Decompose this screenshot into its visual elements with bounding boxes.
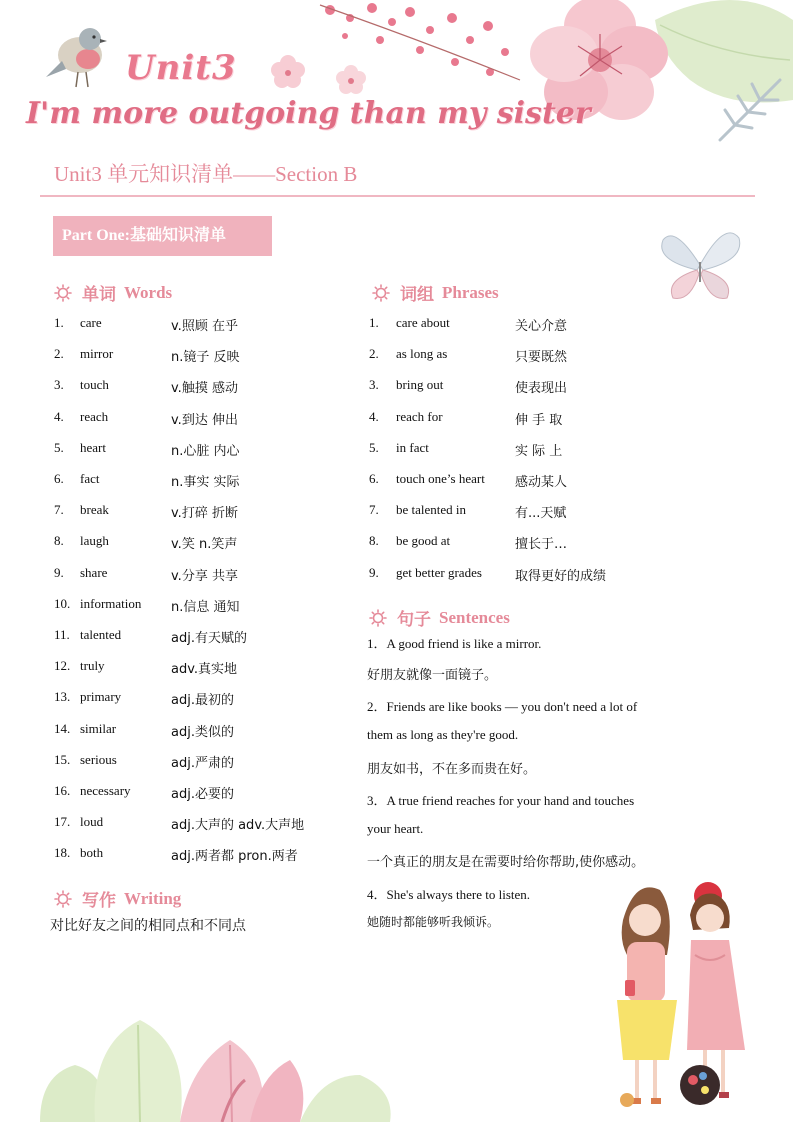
word-num: 14.: [54, 720, 71, 736]
word-row: [54, 721, 354, 739]
phrase-zh: 只要既然: [515, 350, 568, 366]
word-en: care: [80, 315, 102, 330]
word-row: [54, 409, 354, 427]
phrase-num: 3.: [369, 377, 379, 393]
word-num: 13.: [54, 689, 71, 705]
words-heading: [54, 280, 172, 305]
phrase-num: 7.: [369, 502, 379, 518]
word-zh: n.事实 实际: [171, 475, 240, 490]
part-one-badge: Part One:基础知识清单: [53, 216, 272, 256]
word-zh: adj.严肃的: [171, 755, 234, 771]
word-num: 6.: [54, 471, 64, 486]
word-row: [54, 783, 354, 801]
sentence-line: 4．She's always there to listen.: [367, 887, 531, 902]
phrase-en: be good at: [396, 533, 451, 549]
word-zh: v.到达 伸出: [171, 412, 238, 428]
word-zh: adj.必要的: [171, 787, 234, 802]
sentences-heading: [369, 605, 510, 630]
header-floral-illustration: [0, 0, 793, 160]
sentence-line: 一个真正的朋友是在需要时给你帮助,使你感动。: [367, 855, 645, 870]
writing-task: 对比好友之间的相同点和不同点: [50, 918, 246, 934]
word-zh: n.心脏 内心: [171, 443, 240, 459]
phrase-en: touch one’s heart: [396, 471, 485, 486]
word-zh: adj.最初的: [171, 693, 234, 709]
word-row: [54, 502, 354, 520]
sentence-line: your heart.: [367, 821, 424, 836]
word-row: [54, 377, 354, 395]
bottom-leaves-illustration: [0, 1005, 420, 1122]
word-zh: adv.真实地: [171, 662, 238, 678]
word-num: 10.: [54, 595, 71, 611]
word-num: 8.: [54, 533, 64, 549]
word-zh: v.笑 n.笑声: [171, 537, 238, 553]
sentence-line: them as long as they're good.: [367, 727, 519, 742]
phrases-heading-en: Phrases: [442, 282, 499, 302]
sentences-heading-zh: 句子: [397, 610, 431, 629]
word-num: 4.: [54, 408, 64, 424]
writing-heading-en: Writing: [124, 888, 182, 908]
phrase-en: get better grades: [396, 564, 482, 580]
sun-bullet-icon: [369, 609, 387, 627]
phrase-num: 5.: [369, 439, 379, 455]
sentence-line: 朋友如书，不在多而贵在好。: [367, 762, 537, 777]
word-zh: v.触摸 感动: [171, 381, 238, 397]
phrase-row: [369, 440, 669, 458]
word-en: mirror: [80, 346, 114, 362]
word-num: 9.: [54, 564, 64, 580]
word-zh: adj.两者都 pron.两者: [171, 849, 298, 865]
phrase-num: 1.: [369, 315, 379, 330]
word-en: necessary: [80, 783, 131, 798]
phrase-num: 8.: [369, 533, 379, 549]
phrase-en: in fact: [396, 439, 429, 455]
word-num: 2.: [54, 346, 64, 362]
word-num: 1.: [54, 315, 64, 330]
word-zh: v.分享 共享: [171, 568, 238, 584]
lesson-script-title: I'm more outgoing than my sister: [26, 96, 591, 131]
writing-heading: [54, 886, 181, 911]
phrase-num: 9.: [369, 564, 379, 580]
unit-script-title: Unit3: [125, 48, 237, 88]
word-en: break: [80, 502, 109, 518]
butterfly-illustration: [655, 220, 745, 305]
phrase-row: [369, 346, 669, 364]
word-en: talented: [80, 627, 122, 642]
word-zh: adj.有天赋的: [171, 631, 247, 646]
word-row: [54, 346, 354, 364]
words-heading-en: Words: [124, 282, 173, 302]
word-num: 3.: [54, 377, 64, 393]
word-num: 7.: [54, 502, 64, 518]
word-en: share: [80, 564, 108, 580]
word-row: [54, 845, 354, 863]
phrase-zh: 擅长于…: [515, 537, 568, 553]
word-num: 18.: [54, 845, 71, 861]
sentences-heading-en: Sentences: [439, 607, 510, 627]
word-row: [54, 315, 354, 333]
word-row: [54, 440, 354, 458]
phrase-zh: 实 际 上: [515, 443, 563, 459]
phrase-row: [369, 409, 669, 427]
word-row: [54, 814, 354, 832]
word-en: both: [80, 845, 104, 861]
word-en: primary: [80, 689, 122, 705]
word-en: similar: [80, 720, 117, 736]
sun-bullet-icon: [54, 284, 72, 302]
phrase-zh: 使表现出: [515, 381, 568, 397]
writing-heading-zh: 写作: [82, 891, 116, 910]
phrase-num: 4.: [369, 408, 379, 424]
word-num: 5.: [54, 439, 64, 455]
word-row: [54, 533, 354, 551]
sentence-line: 3．A true friend reaches for your hand and touches: [367, 793, 635, 808]
phrase-en: care about: [396, 315, 450, 330]
phrase-num: 6.: [369, 471, 379, 486]
word-row: [54, 565, 354, 583]
two-girls-illustration: [605, 880, 765, 1120]
phrase-en: be talented in: [396, 502, 467, 518]
word-zh: n.镜子 反映: [171, 350, 240, 366]
word-en: loud: [80, 814, 104, 830]
phrases-heading: [372, 280, 499, 305]
word-en: information: [80, 595, 142, 611]
phrase-en: as long as: [396, 346, 448, 362]
sentence-line: 她随时都能够听我倾诉。: [367, 915, 500, 929]
word-en: truly: [80, 658, 105, 674]
words-heading-zh: 单词: [82, 285, 116, 304]
sentence-line: 好朋友就像一面镜子。: [367, 668, 498, 683]
word-row: [54, 752, 354, 770]
phrase-row: [369, 533, 669, 551]
phrase-zh: 有...天赋: [515, 506, 567, 522]
phrase-row: [369, 471, 669, 489]
word-zh: adj.大声的 adv.大声地: [171, 818, 305, 834]
word-zh: adj.类似的: [171, 724, 234, 740]
phrase-row: [369, 315, 669, 333]
sun-bullet-icon: [372, 284, 390, 302]
phrase-num: 2.: [369, 346, 379, 362]
word-en: heart: [80, 439, 106, 455]
word-num: 16.: [54, 783, 71, 798]
phrase-zh: 关心介意: [515, 319, 568, 334]
word-row: [54, 658, 354, 676]
word-zh: n.信息 通知: [171, 599, 240, 615]
sun-bullet-icon: [54, 890, 72, 908]
sentence-line: 1．A good friend is like a mirror.: [367, 636, 542, 651]
word-en: touch: [80, 377, 109, 393]
phrase-zh: 取得更好的成绩: [515, 568, 607, 584]
word-num: 11.: [54, 627, 70, 642]
word-num: 12.: [54, 658, 71, 674]
word-row: [54, 596, 354, 614]
word-num: 17.: [54, 814, 71, 830]
divider-rule: [40, 195, 755, 197]
phrase-row: [369, 565, 669, 583]
word-zh: v.打碎 折断: [171, 506, 238, 522]
word-en: laugh: [80, 533, 109, 549]
word-num: 15.: [54, 751, 71, 767]
phrase-zh: 感动某人: [515, 475, 568, 490]
phrase-row: [369, 377, 669, 395]
phrases-heading-zh: 词组: [400, 285, 434, 304]
word-row: [54, 627, 354, 645]
word-en: reach: [80, 408, 109, 424]
sentence-line: 2．Friends are like books — you don't need a lot of: [367, 699, 638, 714]
section-title: Unit3 单元知识清单——Section B: [54, 162, 358, 186]
word-zh: v.照顾 在乎: [171, 319, 238, 334]
word-row: [54, 689, 354, 707]
phrase-zh: 伸 手 取: [515, 412, 563, 428]
phrase-row: [369, 502, 669, 520]
word-en: fact: [80, 471, 100, 486]
phrase-en: reach for: [396, 408, 443, 424]
word-en: serious: [80, 751, 117, 767]
word-row: [54, 471, 354, 489]
phrase-en: bring out: [396, 377, 444, 393]
